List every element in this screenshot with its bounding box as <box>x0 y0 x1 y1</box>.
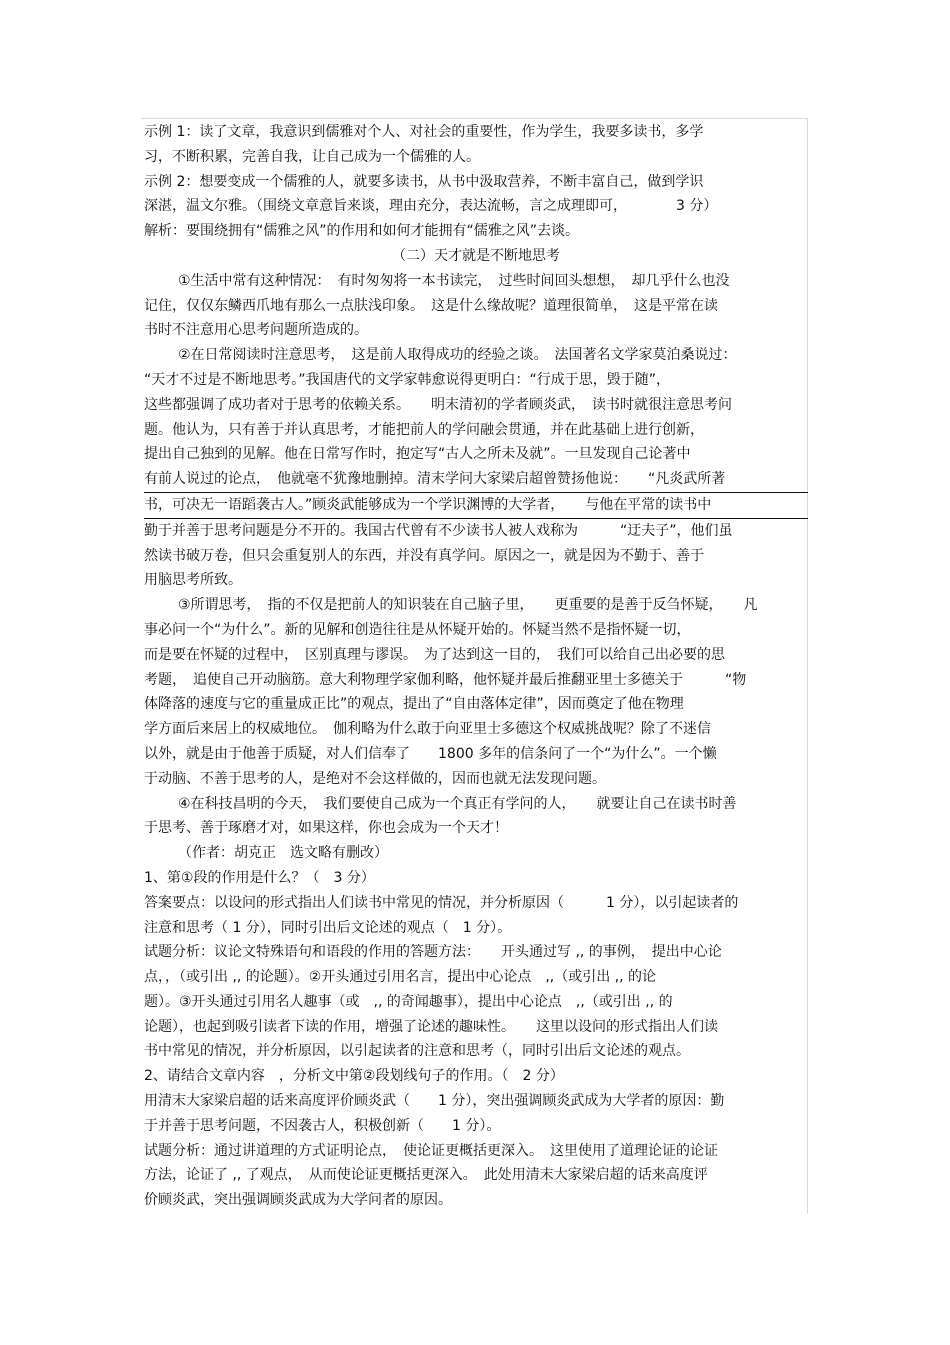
paragraph-1-line: 记住，仅仅东鳞西爪地有那么一点肤浅印象。 这是什么缘故呢？道理很简单， 这是平常在读 <box>144 297 718 314</box>
underlined-sentence-line: 书，可决无一语蹈袭古人。”顾炎武能够成为一个学识渊博的大学者， 与他在平常的读书中 <box>144 493 808 519</box>
answer-line: 用清末大家梁启超的话来高度评价顾炎武（ 1 分），突出强调顾炎武成为大学者的原因：勤 <box>144 1093 725 1110</box>
text-line: 习，不断积累，完善自我，让自己成为一个儒雅的人。 <box>144 148 480 165</box>
text-line: 解析：要围绕拥有“儒雅之风”的作用和如何才能拥有“儒雅之风”去谈。 <box>144 223 580 240</box>
analysis-line: 试题分析：议论文特殊语句和语段的作用的答题方法： 开头通过写 ,, 的事例， 提出中心论 <box>144 944 722 961</box>
paragraph-2-line: 题。他认为，只有善于并认真思考，才能把前人的学问融会贯通，并在此基础上进行创新， <box>144 421 704 438</box>
paragraph-3-line: 事必问一个“为什么”。新的见解和创造往往是从怀疑开始的。怀疑当然不是指怀疑一切， <box>144 621 691 638</box>
paragraph-3-line: ③所谓思考， 指的不仅是把前人的知识装在自己脑子里， 更重要的是善于反刍怀疑， 凡 <box>178 597 758 614</box>
paragraph-2-line: 用脑思考所致。 <box>144 572 242 589</box>
text-line: 深湛，温文尔雅。（围绕文章意旨来谈，理由充分，表达流畅，言之成理即可， 3 分） <box>144 198 718 215</box>
paragraph-4-line: 于思考、善于琢磨才对，如果这样，你也会成为一个天才！ <box>144 820 508 837</box>
paragraph-2-line: 勤于并善于思考问题是分不开的。我国古代曾有不少读书人被人戏称为 “迂夫子”，他们虽 <box>144 522 733 539</box>
answer-line: 于并善于思考问题，不因袭古人，积极创新（ 1 分）。 <box>144 1117 501 1134</box>
analysis-line: 方法，论证了 ,, 了观点， 从而使论证更概括更深入。 此处用清末大家梁启超的话来高度评 <box>144 1167 708 1184</box>
paragraph-2-line: “天才不过是不断地思考。”我国唐代的文学家韩愈说得更明白：“行成于思，毁于随”， <box>144 371 671 388</box>
paragraph-3-line: 于动脑、不善于思考的人，是绝对不会这样做的，因而也就无法发现问题。 <box>144 770 606 787</box>
author-note: （作者：胡克正 选文略有删改） <box>178 845 388 862</box>
paragraph-3-line: 而是要在怀疑的过程中， 区别真理与谬误。 为了达到这一目的， 我们可以给自己出必要的思 <box>144 646 725 663</box>
answer-line: 答案要点：以设问的形式指出人们读书中常见的情况，并分析原因（ 1 分），以引起读者的 <box>144 894 739 911</box>
analysis-line: 试题分析：通过讲道理的方式证明论点， 使论证更概括更深入。 这里使用了道理论证的论证 <box>144 1142 718 1159</box>
analysis-line: 价顾炎武，突出强调顾炎武成为大学问者的原因。 <box>144 1192 452 1209</box>
paragraph-3-line: 体降落的速度与它的重量成正比”的观点，提出了“自由落体定律”，因而奠定了他在物理 <box>144 696 684 713</box>
paragraph-3-line: 学方面后来居上的权威地位。 伽利略为什么敢于向亚里士多德这个权威挑战呢？除了不迷信 <box>144 721 711 738</box>
paragraph-2-line: 提出自己独到的见解。他在日常写作时，抱定写“古人之所未及就”。一旦发现自己论著中 <box>144 446 691 463</box>
section-title: （二）天才就是不断地思考 <box>392 247 560 264</box>
document-text <box>144 120 808 1213</box>
paragraph-4-line: ④在科技昌明的今天， 我们要使自己成为一个真正有学问的人， 就要让自己在读书时善 <box>178 795 737 812</box>
question-1: 1、第①段的作用是什么？（ 3 分） <box>144 869 375 886</box>
paragraph-1-line: 书时不注意用心思考问题所造成的。 <box>144 322 368 339</box>
paragraph-1-line: ①生活中常有这种情况： 有时匆匆将一本书读完， 过些时间回头想想， 却几乎什么也没 <box>178 272 730 289</box>
paragraph-2-line: 然读书破万卷，但只会重复别人的东西，并没有真学问。原因之一，就是因为不勤于、善于 <box>144 547 704 564</box>
paragraph-2-line: 这些都强调了成功者对于思考的依赖关系。 明末清初的学者顾炎武， 读书时就很注意思考问 <box>144 396 732 413</box>
paragraph-3-line: 以外，就是由于他善于质疑，对人们信奉了 1800 多年的信条问了一个“为什么”。一个懒 <box>144 745 717 762</box>
paragraph-2-line: ②在日常阅读时注意思考， 这是前人取得成功的经验之谈。 法国著名文学家莫泊桑说过： <box>178 347 737 364</box>
underlined-sentence-line: 有前人说过的论点， 他就毫不犹豫地删掉。清末学问大家梁启超曾赞扬他说： “凡炎武所著 <box>144 467 808 493</box>
text-line: 示例 1：读了文章，我意识到儒雅对个人、对社会的重要性，作为学生，我要多读书，多学 <box>144 124 704 140</box>
analysis-line: 点，，（或引出 ,, 的论题）。②开头通过引用名言，提出中心论点 ,,（或引出 ,, 的论 <box>144 969 657 986</box>
analysis-line: 题）。③开头通过引用名人趣事（或 ,, 的奇闻趣事），提出中心论点 ,,（或引出 ,, 的 <box>144 993 673 1010</box>
analysis-line: 书中常见的情况，并分析原因，以引起读者的注意和思考（，同时引出后文论述的观点。 <box>144 1043 690 1060</box>
analysis-line: 论题），也起到吸引读者下读的作用，增强了论述的趣味性。 这里以设问的形式指出人们读 <box>144 1018 718 1035</box>
question-2: 2、请结合文章内容 ，分析文中第②段划线句子的作用。（ 2 分） <box>144 1068 564 1085</box>
paragraph-3-line: 考题， 追使自己开动脑筋。意大利物理学家伽利略，他怀疑并最后推翻亚里士多德关于 “物 <box>144 671 747 688</box>
text-line: 示例 2：想要变成一个儒雅的人，就要多读书，从书中汲取营养，不断丰富自己，做到学识 <box>144 173 704 190</box>
answer-line: 注意和思考（ 1 分），同时引出后文论述的观点（ 1 分）。 <box>144 919 512 936</box>
